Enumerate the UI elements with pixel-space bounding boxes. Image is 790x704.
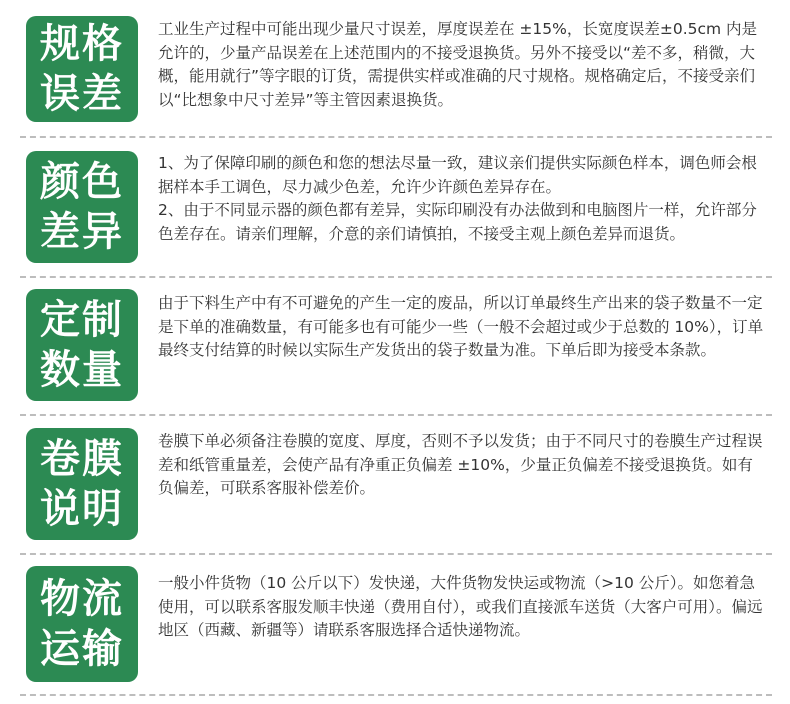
badge-title-line2: 误差 bbox=[40, 71, 124, 117]
divider bbox=[20, 553, 772, 555]
section-text: 由于下料生产中有不可避免的产生一定的废品，所以订单最终生产出来的袋子数量不一定是下单的准确数量，有可能多也有可能少一些（一般不会超过或少于总数的 10%），订单最终支付结算的时候以实际生产发货出的袋子数量为准。下单后即为接受本条款。 bbox=[158, 294, 764, 359]
section-text: 1、为了保障印刷的颜色和您的想法尽量一致，建议亲们提供实际颜色样本，调色师会根据样本手工调色，尽力减少色差，允许少许颜色差异存在。 2、由于不同显示器的颜色都有差异，实际印刷没有办法做到和电脑图片一样，允许部分色差存在。请亲们理解，介意的亲们请慎拍，不接受主观上颜色差异而退货。 bbox=[158, 154, 757, 243]
divider bbox=[20, 276, 772, 278]
badge-title-line1: 物流 bbox=[40, 576, 124, 622]
divider bbox=[20, 136, 772, 138]
badge-title-line2: 数量 bbox=[40, 347, 124, 393]
section-badge bbox=[26, 428, 138, 540]
badge-title-line1: 规格 bbox=[40, 21, 124, 67]
section-text: 工业生产过程中可能出现少量尺寸误差，厚度误差在 ±15%，长宽度误差±0.5cm 内是允许的，少量产品误差在上述范围内的不接受退换货。另外不接受以“差不多，稍微，大概，能用就行”等字眼的订货，需提供实样或准确的尺寸规格。规格确定后，不接受亲们以“比想象中尺寸差异”等主管因素退换货。 bbox=[158, 20, 758, 109]
section-badge bbox=[26, 289, 138, 401]
section-badge bbox=[26, 16, 138, 122]
badge-title-line2: 运输 bbox=[40, 626, 124, 672]
badge-title-line1: 颜色 bbox=[40, 159, 124, 205]
section-text: 一般小件货物（10 公斤以下）发快递，大件货物发快运或物流（>10 公斤）。如您着急使用，可以联系客服发顺丰快递（费用自付），或我们直接派车送货（大客户可用）。偏远地区（西藏、新疆等）请联系客服选择合适快递物流。 bbox=[158, 574, 763, 639]
badge-title-line1: 卷膜 bbox=[40, 436, 124, 482]
section-text: 卷膜下单必须备注卷膜的宽度、厚度，否则不予以发货；由于不同尺寸的卷膜生产过程误差和纸管重量差，会使产品有净重正负偏差 ±10%，少量正负偏差不接受退换货。如有负偏差，可联系客服补偿差价。 bbox=[158, 432, 763, 497]
badge-title-line2: 差异 bbox=[40, 209, 124, 255]
badge-title-line2: 说明 bbox=[40, 486, 124, 532]
section-badge bbox=[26, 566, 138, 682]
divider bbox=[20, 414, 772, 416]
section-badge bbox=[26, 151, 138, 263]
divider bbox=[20, 694, 772, 696]
badge-title-line1: 定制 bbox=[40, 297, 124, 343]
